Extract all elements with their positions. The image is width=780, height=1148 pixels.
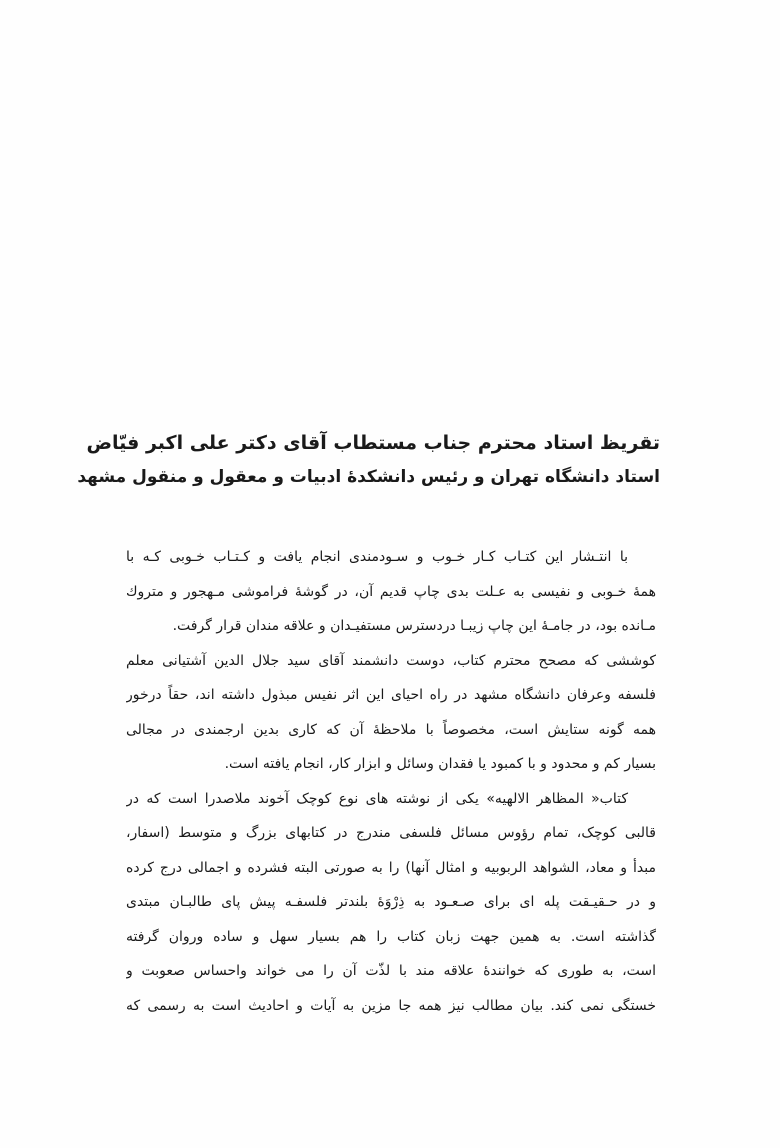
paragraph-1 (126, 540, 656, 644)
text-line: همه گونه ستایش است، مخصوصاً با ملاحظهٔ آن که کاری بدین ارجمندی در مجالی (126, 721, 656, 738)
page-subtitle: استاد دانشگاه تهران و رئیس دانشکدهٔ ادبیات و معقول و منقول مشهد (77, 467, 660, 487)
text-line: و در حـقیـقت پله ای برای صـعـود به ذِرْوَهٔ بلندتر فلسفـه پیش پای طالبـان مبتدی (126, 894, 656, 910)
text-line: قالبی کوچک، تمام رؤوس مسائل فلسفی مندرج در کتابهای بزرگ و متوسط (اسفار، (126, 825, 656, 841)
text-line: گذاشته است. به همین جهت زبان کتاب را هم بسیار سهل و ساده وروان گرفته (126, 928, 656, 945)
text-line: مبدأ و معاد، الشواهد الربوبیه و امثال آنها) را به صورتی البته فشرده و اجمالی درج کرده (126, 859, 656, 876)
text-line: همهٔ خـوبی و نفیسی به عـلت بدی چاپ قدیم آن، در گوشهٔ فراموشی مـهجور و متروك (126, 583, 656, 600)
text-line: مـانده بود، در جامـهٔ این چاپ زیبـا دردسترس مستفیـدان و علاقه مندان قرار گرفت. (172, 618, 656, 634)
text-line: بسیار کم و محدود و با کمبود یا فقدان وسائل و ابزار کار، انجام یافته است. (224, 756, 656, 772)
text-line: فلسفه وعرفان دانشگاه مشهد در راه احیای این اثر نفیس مبذول داشته اند، حقاً درخور (126, 687, 656, 703)
document-header (77, 428, 660, 492)
paragraph-2 (126, 644, 656, 782)
text-line: کتاب« المظاهر الالهیه» یکی از نوشته های نوع کوچک آخوند ملاصدرا است که در (126, 790, 628, 807)
document-body (126, 540, 656, 1023)
text-line: با انتـشار این کتـاب کـار خـوب و سـودمندی انجام یافت و کـتـاب خـوبی کـه با (126, 549, 628, 565)
text-line: کوششی که مصحح محترم کتاب، دوست دانشمند آقای سید جلال الدین آشتیانی معلم (126, 652, 656, 669)
text-line: است، به طوری که خوانندهٔ علاقه مند با لذّت آن را می خواند واحساس صعوبت و (126, 963, 656, 979)
page-title: تقریظ استاد محترم جناب مستطاب آقای دکتر علی اکبر فیّاض (86, 432, 660, 454)
text-line: خستگی نمی کند. بیان مطالب نیز همه جا مزین به آیات و احادیث است به رسمی که (126, 997, 656, 1014)
paragraph-3 (126, 782, 656, 1024)
